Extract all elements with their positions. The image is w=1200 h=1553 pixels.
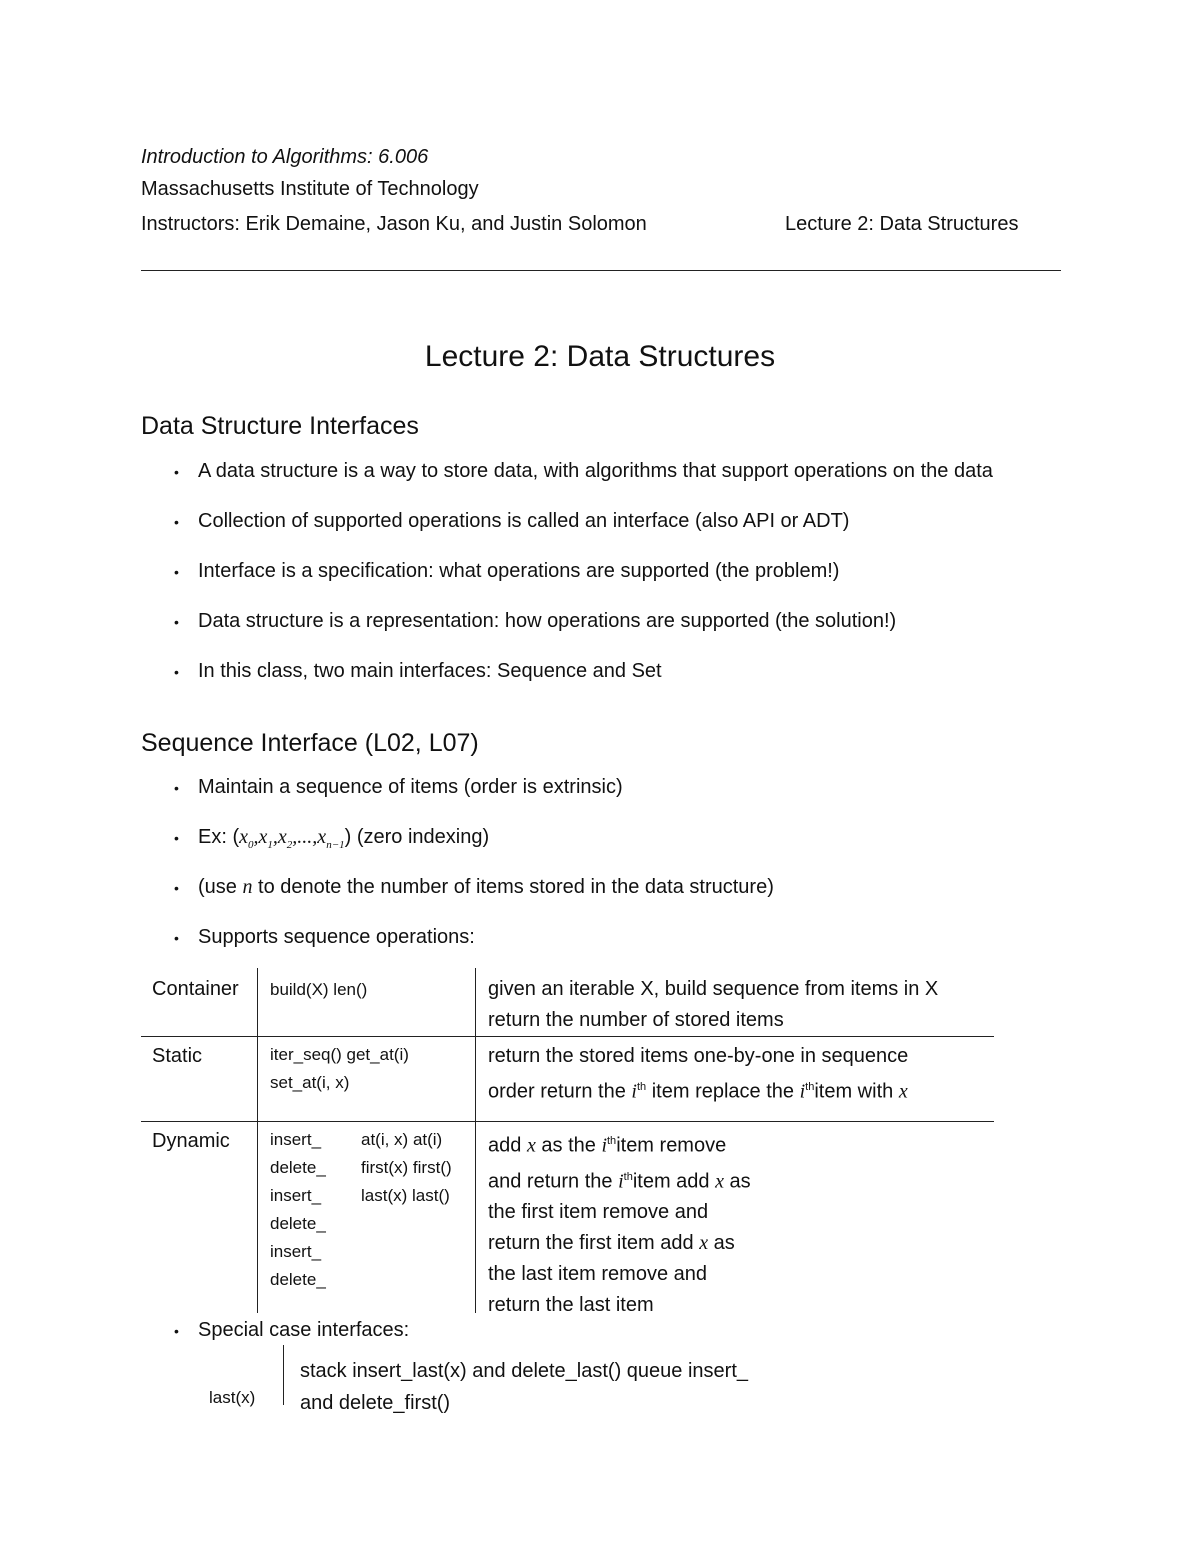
sequence-formula: $x_0,x_1,x_2,...,x_{n-1}$ bbox=[239, 826, 345, 851]
list-item: • Collection of supported operations is called an interface (also API or ADT) bbox=[174, 510, 850, 532]
section-heading-sequence: Sequence Interface (L02, L07) bbox=[141, 729, 479, 757]
list-item: • (use n to denote the number of items stored in the data structure) bbox=[174, 876, 774, 898]
bullet-icon: • bbox=[174, 930, 179, 946]
header-lecture: Lecture 2: Data Structures bbox=[785, 213, 1019, 235]
special-case-divider bbox=[283, 1345, 284, 1405]
list-item: • Maintain a sequence of items (order is extrinsic) bbox=[174, 776, 623, 798]
institution: Massachusetts Institute of Technology bbox=[141, 178, 479, 200]
course-title: Introduction to Algorithms: 6.006 bbox=[141, 146, 429, 168]
table-row-ops-prefix: insert_ delete_ insert_ delete_ insert_ delete_ bbox=[270, 1130, 326, 1289]
table-row-category: Container bbox=[152, 978, 239, 1000]
page-title: Lecture 2: Data Structures bbox=[424, 340, 776, 373]
table-divider bbox=[475, 968, 476, 1313]
table-rule bbox=[141, 1121, 994, 1122]
table-row-category: Dynamic bbox=[152, 1130, 230, 1152]
special-case-text: stack insert_last(x) and delete_last() queue insert_ and delete_first() bbox=[300, 1360, 749, 1414]
section-heading-interfaces: Data Structure Interfaces bbox=[141, 412, 419, 440]
special-case-left: last(x) bbox=[209, 1388, 256, 1407]
bullet-icon: • bbox=[174, 614, 179, 630]
list-item: • Ex: $(x_0,x_1,x_2,...,x_{n-1})$ (zero indexing) bbox=[174, 826, 490, 851]
bullet-icon: • bbox=[174, 1323, 179, 1339]
bullet-icon: • bbox=[174, 464, 179, 480]
list-item: • Interface is a specification: what operations are supported (the problem!) bbox=[174, 560, 840, 582]
bullet-icon: • bbox=[174, 514, 179, 530]
bullet-icon: • bbox=[174, 664, 179, 680]
table-row-desc: given an iterable X, build sequence from items in X return the number of stored items bbox=[488, 978, 939, 1031]
bullet-list-interfaces bbox=[174, 459, 993, 709]
table-row-ops-suffix: at(i, x) at(i) first(x) first() last(x) last() bbox=[361, 1130, 452, 1205]
bullet-icon: • bbox=[174, 830, 179, 846]
table-divider bbox=[257, 968, 258, 1313]
table-row-ops: iter_seq() get_at(i) set_at(i, x) bbox=[270, 1045, 409, 1092]
list-item: • Special case interfaces: bbox=[174, 1319, 410, 1341]
table-row-desc: return the stored items one-by-one in sequence order return the $i^{th}$ item replace the $i^{th}item$ with x bbox=[488, 1045, 909, 1103]
list-item: • In this class, two main interfaces: Sequence and Set bbox=[174, 660, 662, 682]
bullet-icon: • bbox=[174, 780, 179, 796]
instructors: Instructors: Erik Demaine, Jason Ku, and Justin Solomon bbox=[141, 213, 647, 235]
table-rule bbox=[141, 1036, 994, 1037]
table-row-desc: add x as the $i^{th}item$ remove and return the $i^{th}item$ add x as the first item remove and return the first item add x as the last item remove and return the last item bbox=[488, 1134, 751, 1317]
list-item: • Data structure is a representation: how operations are supported (the solution!) bbox=[174, 610, 897, 632]
table-row-ops: build(X) len() bbox=[270, 980, 368, 999]
sequence-operations-table bbox=[141, 968, 994, 1317]
header-rule bbox=[141, 270, 1061, 271]
bullet-icon: • bbox=[174, 880, 179, 896]
list-item: • A data structure is a way to store data, with algorithms that support operations on the data bbox=[174, 460, 993, 482]
table-row-category: Static bbox=[152, 1045, 203, 1067]
bullet-list-sequence bbox=[174, 775, 774, 975]
list-item: • Supports sequence operations: bbox=[174, 926, 475, 948]
bullet-icon: • bbox=[174, 564, 179, 580]
